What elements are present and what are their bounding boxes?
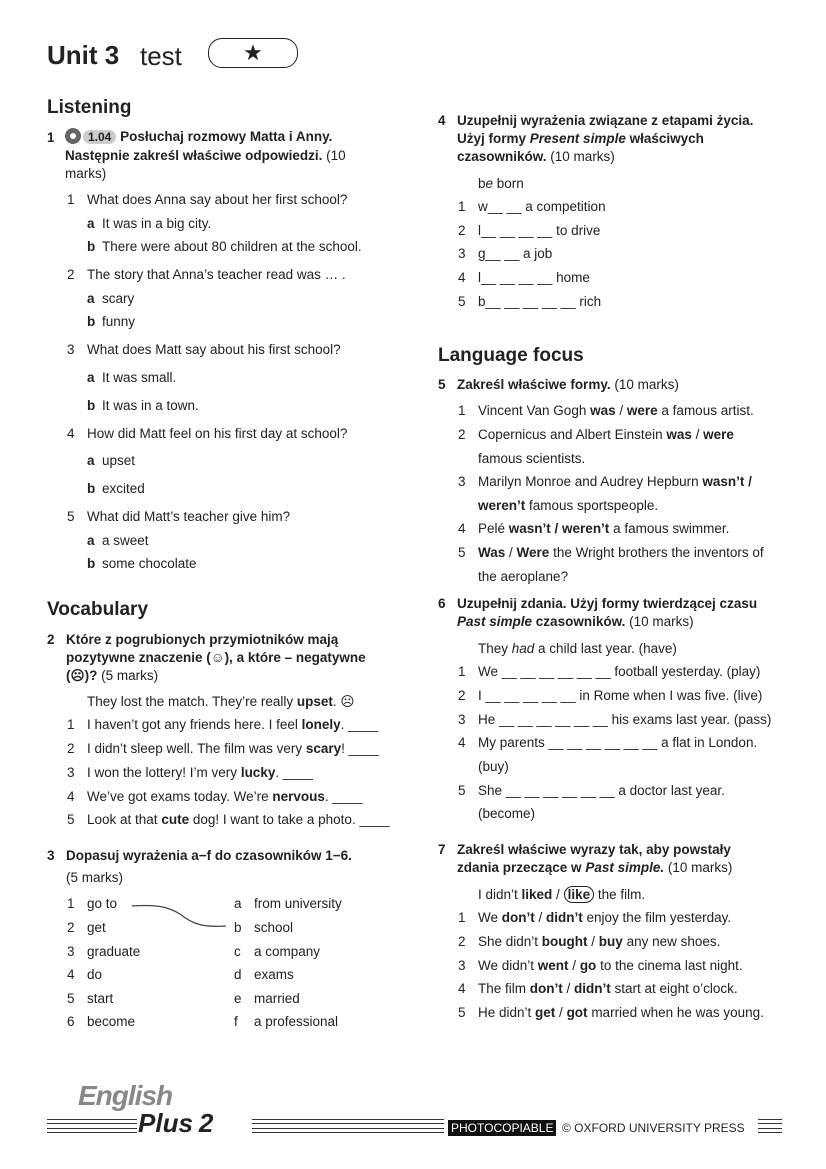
- ex5-item-number: 1: [458, 403, 466, 418]
- ex3-right-item[interactable]: a professional: [254, 1014, 339, 1029]
- q4-question: How did Matt feel on his first day at school?: [87, 426, 348, 441]
- ex5-item[interactable]: Copernicus and Albert Einstein was / were: [478, 427, 734, 442]
- section-vocabulary: Vocabulary: [47, 599, 149, 620]
- ex3-number: 3: [47, 848, 55, 863]
- ex2-item[interactable]: We’ve got exams today. We’re nervous. ____: [87, 789, 363, 804]
- ex6-number: 6: [438, 596, 446, 611]
- ex3-left-item[interactable]: start: [87, 991, 114, 1006]
- ex4-item[interactable]: g__ __ a job: [478, 246, 553, 261]
- ex6-item[interactable]: My parents __ __ __ __ __ __ a flat in London.: [478, 735, 758, 750]
- ex7-item-number: 1: [458, 910, 466, 925]
- ex3-right-letter: a: [234, 896, 242, 911]
- q1-option-b-letter: b: [87, 239, 96, 254]
- q5-option-b-letter: b: [87, 556, 96, 571]
- q1-question: What does Anna say about her first school?: [87, 192, 348, 207]
- track-badge: 1.04: [83, 130, 116, 144]
- ex2-instr-line2: pozytywne znaczenie (☺), a które – negatywne: [66, 650, 366, 665]
- ex3-right-item[interactable]: married: [254, 991, 300, 1006]
- ex7-item-number: 4: [458, 981, 466, 996]
- ex2-example: They lost the match. They’re really upset. ☹: [87, 694, 355, 709]
- ex5-instr: Zakreśl właściwe formy. (10 marks): [457, 377, 679, 392]
- q2-number: 2: [67, 267, 75, 282]
- q1-number: 1: [67, 192, 75, 207]
- ex6-item-number: 1: [458, 664, 466, 679]
- ex7-instr-line2: zdania przeczące w Past simple. (10 marks): [457, 860, 733, 875]
- q3-option-b-letter: b: [87, 398, 96, 413]
- ex4-item[interactable]: l__ __ __ __ home: [478, 270, 590, 285]
- ex2-item[interactable]: Look at that cute dog! I want to take a photo. ____: [87, 812, 390, 827]
- ex2-item-number: 2: [67, 741, 75, 756]
- q5-option-a-letter: a: [87, 533, 95, 548]
- ex2-item[interactable]: I haven’t got any friends here. I feel lonely. ____: [87, 717, 379, 732]
- ex5-item-cont: famous scientists.: [478, 451, 586, 466]
- ex4-example: be born: [478, 176, 524, 191]
- ex3-right-item[interactable]: school: [254, 920, 294, 935]
- logo-plus: Plus 2: [138, 1108, 214, 1138]
- q3-option-b[interactable]: It was in a town.: [102, 398, 199, 413]
- ex7-item[interactable]: The film don’t / didn’t start at eight o’clock.: [478, 981, 738, 996]
- ex6-item[interactable]: We __ __ __ __ __ __ football yesterday. (play): [478, 664, 761, 679]
- footer-rule-mid: [252, 1119, 444, 1124]
- ex3-right-letter: e: [234, 991, 242, 1006]
- ex4-item[interactable]: b__ __ __ __ __ rich: [478, 294, 602, 309]
- q5-number: 5: [67, 509, 75, 524]
- ex5-item-number: 5: [458, 545, 466, 560]
- photocopiable-badge: PHOTOCOPIABLE: [448, 1120, 556, 1136]
- ex3-left-item[interactable]: get: [87, 920, 106, 935]
- ex1-instr-line2: Następnie zakreśl właściwe odpowiedzi. (10: [65, 148, 346, 163]
- q4-option-a-letter: a: [87, 453, 95, 468]
- ex7-item-number: 3: [458, 958, 466, 973]
- q3-option-a[interactable]: It was small.: [102, 370, 177, 385]
- ex6-item-number: 4: [458, 735, 466, 750]
- ex3-marks: (5 marks): [66, 870, 123, 885]
- ex3-left-item[interactable]: become: [87, 1014, 136, 1029]
- q4-number: 4: [67, 426, 75, 441]
- footer-rule-mid: [252, 1128, 444, 1133]
- footer-rule-left: [47, 1119, 137, 1124]
- ex2-item-number: 1: [67, 717, 75, 732]
- copyright: © OXFORD UNIVERSITY PRESS: [562, 1121, 745, 1135]
- ex6-item[interactable]: I __ __ __ __ __ in Rome when I was five. (live): [478, 688, 763, 703]
- ex6-item-number: 2: [458, 688, 466, 703]
- ex6-item[interactable]: He __ __ __ __ __ __ his exams last year. (pass): [478, 712, 772, 727]
- ex6-item-cont: (buy): [478, 759, 509, 774]
- ex5-number: 5: [438, 377, 446, 392]
- ex6-item[interactable]: She __ __ __ __ __ __ a doctor last year.: [478, 783, 725, 798]
- ex2-item[interactable]: I didn’t sleep well. The film was very scary! ____: [87, 741, 379, 756]
- ex5-item-number: 2: [458, 427, 466, 442]
- ex4-item[interactable]: w__ __ a competition: [478, 199, 606, 214]
- ex3-right-item[interactable]: from university: [254, 896, 342, 911]
- q4-option-b[interactable]: excited: [102, 481, 145, 496]
- ex6-instr-line2: Past simple czasowników. (10 marks): [457, 614, 694, 629]
- ex7-example: I didn’t liked / like the film.: [478, 887, 646, 902]
- q3-number: 3: [67, 342, 75, 357]
- level-badge: [208, 38, 298, 68]
- section-listening: Listening: [47, 97, 132, 118]
- ex7-item[interactable]: We don’t / didn’t enjoy the film yesterday.: [478, 910, 732, 925]
- star-icon: ★: [243, 40, 263, 65]
- ex5-item-cont: the aeroplane?: [478, 569, 569, 584]
- ex4-item-number: 3: [458, 246, 466, 261]
- ex6-item-cont: (become): [478, 806, 536, 821]
- footer-rule-left: [47, 1128, 137, 1133]
- ex4-number: 4: [438, 113, 446, 128]
- q5-question: What did Matt’s teacher give him?: [87, 509, 291, 524]
- test-label: test: [140, 41, 182, 71]
- q3-question: What does Matt say about his first school?: [87, 342, 341, 357]
- ex3-left-number: 2: [67, 920, 75, 935]
- ex7-item[interactable]: We didn’t went / go to the cinema last night.: [478, 958, 743, 973]
- ex3-left-item[interactable]: do: [87, 967, 103, 982]
- q4-option-a[interactable]: upset: [102, 453, 136, 468]
- ex7-number: 7: [438, 842, 446, 857]
- ex2-item-number: 5: [67, 812, 75, 827]
- ex4-instr-line1: Uzupełnij wyrażenia związane z etapami życia.: [457, 113, 754, 128]
- match-line: [130, 900, 230, 930]
- q5-option-b[interactable]: some chocolate: [102, 556, 197, 571]
- unit-title: Unit 3: [47, 40, 120, 70]
- q1-option-b[interactable]: There were about 80 children at the school.: [102, 239, 362, 254]
- q5-option-a[interactable]: a sweet: [102, 533, 149, 548]
- ex7-item-number: 2: [458, 934, 466, 949]
- ex3-left-number: 4: [67, 967, 75, 982]
- ex4-item-number: 5: [458, 294, 466, 309]
- ex2-number: 2: [47, 632, 55, 647]
- ex1-number: 1: [47, 130, 55, 145]
- ex2-instr-line3: (☹)? (5 marks): [66, 668, 159, 683]
- ex3-right-item[interactable]: exams: [254, 967, 294, 982]
- ex4-item-number: 1: [458, 199, 466, 214]
- ex5-item[interactable]: Pelé wasn’t / weren’t a famous swimmer.: [478, 521, 730, 536]
- q3-option-a-letter: a: [87, 370, 95, 385]
- ex3-left-item[interactable]: graduate: [87, 944, 141, 959]
- ex3-right-letter: d: [234, 967, 242, 982]
- q2-question: The story that Anna’s teacher read was … .: [87, 267, 346, 282]
- ex3-left-number: 5: [67, 991, 75, 1006]
- ex3-left-number: 3: [67, 944, 75, 959]
- ex6-example: They had a child last year. (have): [478, 641, 677, 656]
- q2-option-a[interactable]: scary: [102, 291, 135, 306]
- q2-option-b-letter: b: [87, 314, 96, 329]
- cd-icon: [65, 128, 81, 144]
- ex5-item[interactable]: Marilyn Monroe and Audrey Hepburn wasn’t /: [478, 474, 752, 489]
- ex4-item-number: 4: [458, 270, 466, 285]
- q4-option-b-letter: b: [87, 481, 96, 496]
- footer-rule-right: [758, 1119, 782, 1124]
- ex7-item[interactable]: She didn’t bought / buy any new shoes.: [478, 934, 721, 949]
- ex1-marks: marks): [65, 166, 107, 181]
- ex2-item-number: 3: [67, 765, 75, 780]
- section-language-focus: Language focus: [438, 345, 584, 366]
- ex7-item[interactable]: He didn’t get / got married when he was young.: [478, 1005, 764, 1020]
- ex5-item-number: 3: [458, 474, 466, 489]
- ex7-item-number: 5: [458, 1005, 466, 1020]
- ex2-instr-line1: Które z pogrubionych przymiotników mają: [66, 632, 339, 647]
- ex3-instr: Dopasuj wyrażenia a−f do czasowników 1−6.: [66, 848, 352, 863]
- ex7-instr-line1: Zakreśl właściwe wyrazy tak, aby powstały: [457, 842, 731, 857]
- ex3-right-letter: f: [234, 1014, 238, 1029]
- ex5-item[interactable]: Vincent Van Gogh was / were a famous artist.: [478, 403, 754, 418]
- ex5-item-cont[interactable]: weren’t famous sportspeople.: [478, 498, 659, 513]
- ex6-item-number: 3: [458, 712, 466, 727]
- ex3-right-letter: b: [234, 920, 242, 935]
- ex4-item-number: 2: [458, 223, 466, 238]
- footer-rule-right: [758, 1128, 782, 1133]
- q1-option-a[interactable]: It was in a big city.: [102, 216, 212, 231]
- ex4-item[interactable]: l__ __ __ __ to drive: [478, 223, 601, 238]
- q1-option-a-letter: a: [87, 216, 95, 231]
- ex2-item[interactable]: I won the lottery! I’m very lucky. ____: [87, 765, 313, 780]
- ex3-right-item[interactable]: a company: [254, 944, 321, 959]
- ex5-item[interactable]: Was / Were the Wright brothers the inventors of: [478, 545, 764, 560]
- ex5-item-number: 4: [458, 521, 466, 536]
- ex3-left-number: 1: [67, 896, 75, 911]
- ex6-instr-line1: Uzupełnij zdania. Użyj formy twierdzącej czasu: [457, 596, 758, 611]
- ex1-instr-line1: 1.04 Posłuchaj rozmowy Matta i Anny.: [65, 128, 332, 144]
- ex2-item-number: 4: [67, 789, 75, 804]
- ex4-instr-line2: Użyj formy Present simple właściwych: [457, 131, 704, 146]
- ex3-left-number: 6: [67, 1014, 75, 1029]
- logo-english: English: [78, 1080, 173, 1111]
- q2-option-b[interactable]: funny: [102, 314, 136, 329]
- q2-option-a-letter: a: [87, 291, 95, 306]
- ex3-right-letter: c: [234, 944, 241, 959]
- ex4-instr-line3: czasowników. (10 marks): [457, 149, 615, 164]
- ex6-item-number: 5: [458, 783, 466, 798]
- ex3-left-item[interactable]: go to: [87, 896, 118, 911]
